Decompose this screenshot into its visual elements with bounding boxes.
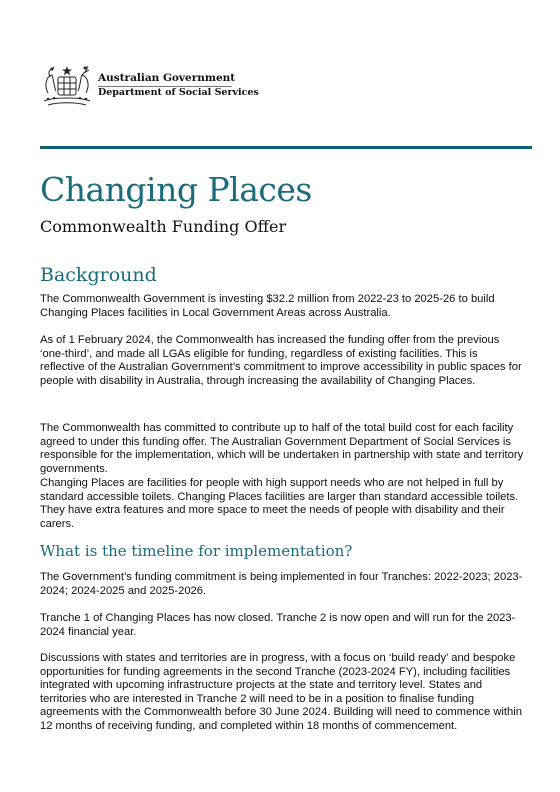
department-name: Department of Social Services [98,87,259,98]
paragraph: As of 1 February 2024, the Commonwealth has increased the funding offer from the previous ‘one-third’, and made all LGAs eligible for funding, regardless of existing facilities. This is reflective of the Australian Government’s commitment to improve accessibility in public spaces for people with disability in Australia, through increasing the availability of Changing Places. [40,334,522,387]
paragraph: Discussions with states and territories are in progress, with a focus on ‘build ready’ and bespoke opportunities for funding agreements in the second Tranche (2023-2024 FY), including facilities integrated with upcoming infrastructure projects at the state and territory level. States and territories who are interested in Tranche 2 will need to be in a position to finalise funding agreements with the Commonwealth before 30 June 2024. Building will need to commence within 12 months of receiving funding, and completed within 18 months of commencement. [40,652,522,732]
heading-timeline: What is the timeline for implementation? [40,542,353,560]
coat-of-arms-icon [40,63,94,109]
government-header [40,63,270,113]
page-subtitle: Commonwealth Funding Offer [40,217,287,236]
paragraph: The Commonwealth has committed to contribute up to half of the total build cost for each facility agreed to under this funding offer. The Australian Government Department of Social Services is responsible for the implementation, which will be undertaken in partnership with state and territory governments. [40,422,524,475]
paragraph: The Commonwealth Government is investing $32.2 million from 2022-23 to 2025-26 to build Changing Places facilities in Local Government Areas across Australia. [40,293,495,319]
page-title: Changing Places [40,170,312,209]
paragraph: The Government’s funding commitment is being implemented in four Tranches: 2022-2023; 2023-2024; 2024-2025 and 2025-2026. [40,571,523,597]
paragraph: Tranche 1 of Changing Places has now closed. Tranche 2 is now open and will run for the 2023-2024 financial year. [40,612,516,638]
government-name: Australian Government [98,72,236,84]
header-divider [98,86,232,87]
title-rule [40,146,532,149]
heading-background: Background [40,264,157,286]
paragraph: Changing Places are facilities for people with high support needs who are not helped in full by standard accessible toilets. Changing Places facilities are larger than standard accessible toilets. They have extra features and more space to meet the needs of people with disability and their carers. [40,477,519,530]
